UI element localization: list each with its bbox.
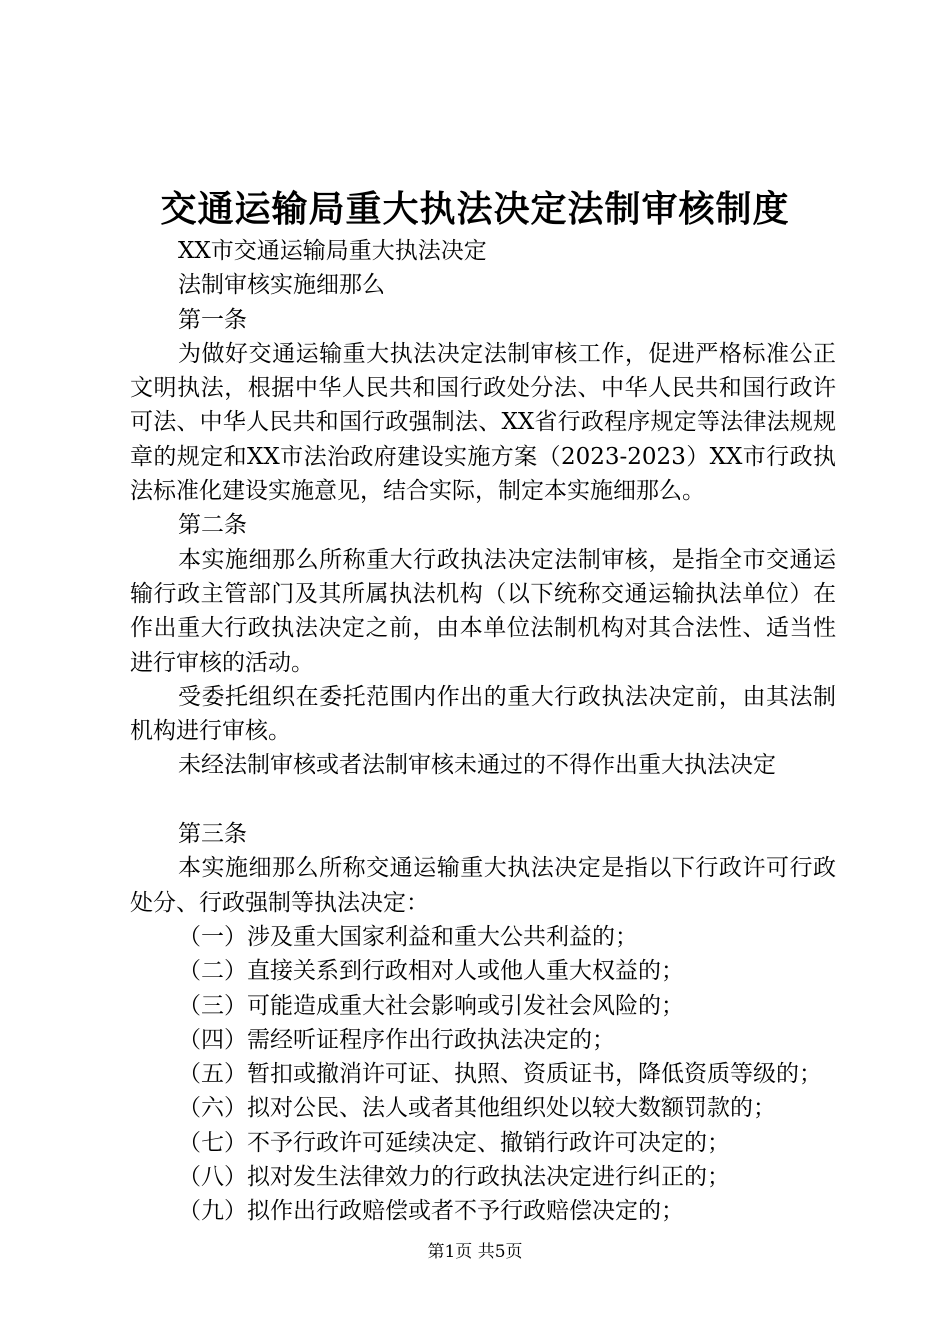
article-1-paragraph: 为做好交通运输重大执法决定法制审核工作，促进严格标准公正文明执法，根据中华人民共和国行政处分法、中华人民共和国行政许可法、中华人民共和国行政强制法、XX省行政程序规定等法律法规规章的规定和XX市法治政府建设实施方案（2023-2023）XX市行政执法标准化建设实施意见，结合实际，制定本实施细那么。 bbox=[130, 340, 836, 505]
list-item-9: （九）拟作出行政赔偿或者不予行政赔偿决定的； bbox=[178, 1198, 684, 1225]
article-2-paragraph-2: 受委托组织在委托范围内作出的重大行政执法决定前，由其法制机构进行审核。 bbox=[130, 683, 836, 745]
subtitle-line-1: XX市交通运输局重大执法决定 bbox=[178, 238, 487, 264]
article-2-paragraph-3: 未经法制审核或者法制审核未通过的不得作出重大执法决定 bbox=[178, 752, 776, 779]
article-3-heading: 第三条 bbox=[178, 821, 247, 848]
list-item-4: （四）需经听证程序作出行政执法决定的； bbox=[178, 1026, 615, 1053]
page-footer: 第1页 共5页 bbox=[427, 1242, 523, 1262]
article-1-heading: 第一条 bbox=[178, 306, 247, 333]
document-title: 交通运输局重大执法决定法制审核制度 bbox=[160, 188, 790, 230]
list-item-8: （八）拟对发生法律效力的行政执法决定进行纠正的； bbox=[178, 1164, 730, 1191]
list-item-7: （七）不予行政许可延续决定、撤销行政许可决定的； bbox=[178, 1129, 730, 1156]
article-2-paragraph-1: 本实施细那么所称重大行政执法决定法制审核，是指全市交通运输行政主管部门及其所属执法机构（以下统称交通运输执法单位）在作出重大行政执法决定之前，由本单位法制机构对其合法性、适当性进行审核的活动。 bbox=[130, 546, 836, 676]
list-item-6: （六）拟对公民、法人或者其他组织处以较大数额罚款的； bbox=[178, 1095, 776, 1122]
blank-line bbox=[130, 783, 836, 817]
document-body bbox=[130, 234, 836, 1229]
list-item-3: （三）可能造成重大社会影响或引发社会风险的； bbox=[178, 992, 684, 1019]
list-item-1: （一）涉及重大国家利益和重大公共利益的； bbox=[178, 923, 638, 950]
article-2-heading: 第二条 bbox=[178, 512, 247, 539]
list-item-2: （二）直接关系到行政相对人或他人重大权益的； bbox=[178, 958, 684, 985]
subtitle-line-2: 法制审核实施细那么 bbox=[178, 272, 385, 299]
article-3-paragraph: 本实施细那么所称交通运输重大执法决定是指以下行政许可行政处分、行政强制等执法决定： bbox=[130, 855, 836, 916]
list-item-5: （五）暂扣或撤消许可证、执照、资质证书，降低资质等级的； bbox=[178, 1061, 822, 1088]
